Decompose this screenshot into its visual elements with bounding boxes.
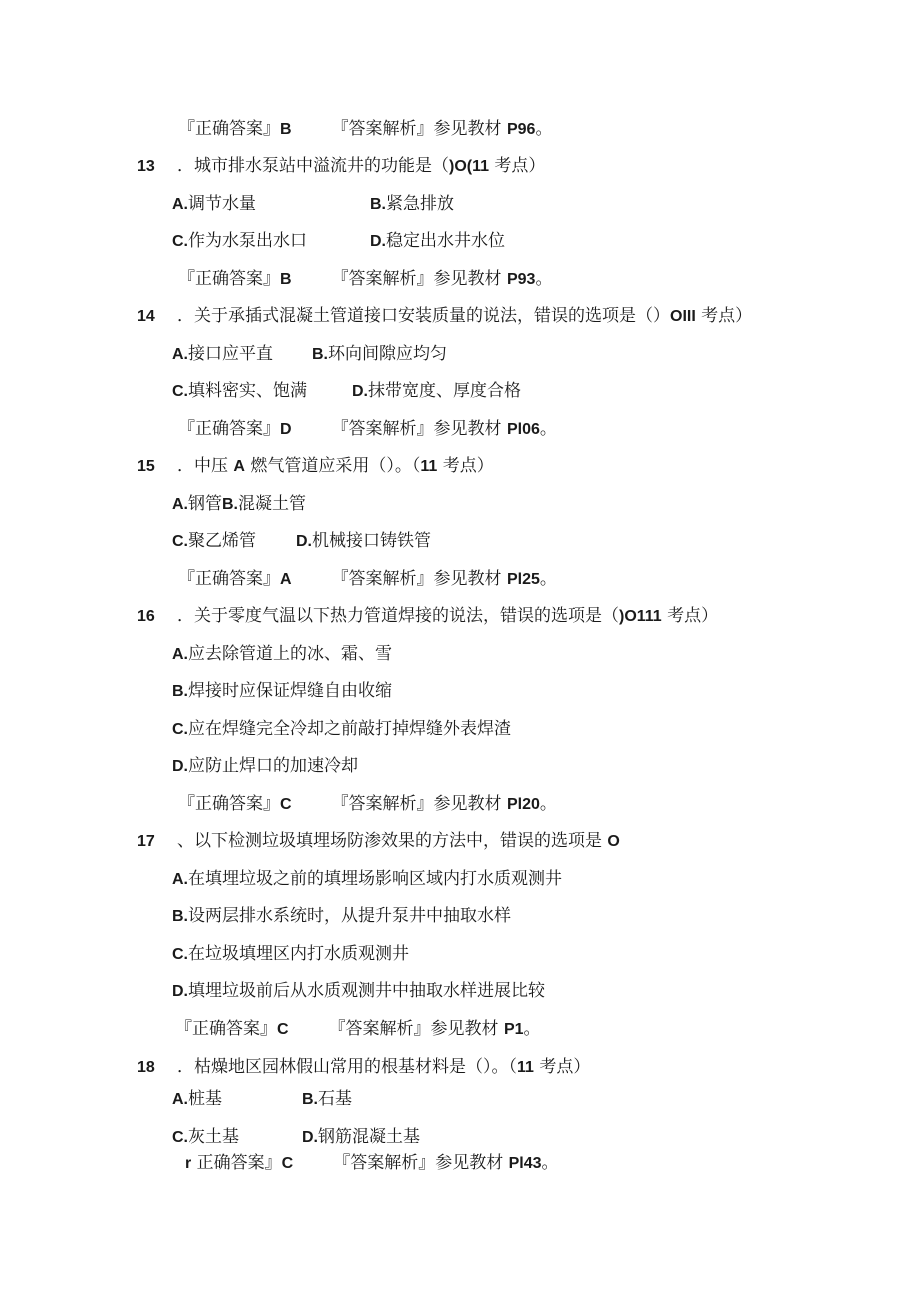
option-line: [172, 868, 562, 891]
question-text: 枯燥地区园林假山常用的根基材料是（）。（: [194, 1057, 517, 1077]
option-letter: B.: [172, 908, 188, 925]
option-line: [172, 380, 521, 403]
option-letter: B.: [172, 683, 188, 700]
option-text: 焊接时应保证焊缝自由收缩: [188, 681, 392, 701]
question-line: [137, 305, 752, 328]
option-item: [222, 493, 306, 516]
analysis-label: 『答案解析』参见教材: [331, 119, 507, 139]
answer-label: 正确答案』: [191, 1153, 282, 1173]
option-line: [172, 530, 431, 553]
option-item: [172, 1126, 302, 1149]
answer-key: B: [280, 121, 292, 138]
answer-prefix: r: [185, 1155, 192, 1172]
option-letter: D.: [352, 383, 368, 400]
option-item: [172, 193, 370, 216]
option-text: 填料密实、饱满: [188, 381, 307, 401]
option-item: [172, 905, 511, 928]
question-line: [137, 455, 494, 478]
textbook-page-ref: Pl20: [506, 796, 540, 813]
question-bold-text: O: [607, 833, 620, 850]
question-number: 14: [137, 308, 155, 325]
option-text: 聚乙烯管: [188, 531, 256, 551]
option-text: 调节水量: [188, 194, 256, 214]
textbook-page-ref: P96: [506, 121, 536, 138]
answer-end: 。: [523, 1019, 541, 1039]
answer-label: 『正确答案』: [178, 119, 280, 139]
option-letter: C.: [172, 1129, 188, 1146]
question-suffix: 考点）: [489, 156, 546, 176]
option-item: [172, 1088, 302, 1111]
option-item: [172, 868, 562, 891]
option-letter: C.: [172, 721, 188, 738]
textbook-page-ref: P93: [506, 271, 536, 288]
option-item: [172, 980, 545, 1003]
option-letter: B.: [302, 1091, 318, 1108]
option-text: 环向间隙应均匀: [328, 344, 447, 364]
question-separator: ．: [177, 306, 194, 326]
option-line: [172, 193, 454, 216]
question-number: 16: [137, 608, 155, 625]
analysis-label: 『答案解析』参见教材: [331, 569, 507, 589]
option-line: [172, 905, 511, 928]
question-number: 17: [137, 833, 155, 850]
answer-end: 。: [535, 269, 553, 289]
option-letter: C.: [172, 533, 188, 550]
question-number: 18: [137, 1059, 155, 1076]
option-item: [172, 755, 358, 778]
textbook-page-ref: Pl25: [506, 571, 540, 588]
question-number: 15: [137, 458, 155, 475]
option-item: [172, 943, 409, 966]
analysis-label: 『答案解析』参见教材: [331, 419, 507, 439]
analysis-label: 『答案解析』参见教材: [328, 1019, 504, 1039]
option-item: [172, 680, 392, 703]
option-item: [370, 230, 505, 253]
question-text: 中压: [194, 456, 234, 476]
answer-line: [178, 118, 552, 141]
question-separator: ．: [177, 1057, 194, 1077]
question-text: 以下检测垃圾填埋场防渗效果的方法中，错误的选项是: [194, 831, 608, 851]
option-line: [172, 230, 505, 253]
question-text: 燃气管道应采用（）。（: [244, 456, 421, 476]
option-text: 应去除管道上的冰、霜、雪: [188, 644, 392, 664]
textbook-page-ref: Pl43: [508, 1155, 542, 1172]
analysis-label: 『答案解析』参见教材: [331, 269, 507, 289]
question-suffix: 考点）: [533, 1057, 591, 1077]
option-item: [172, 493, 222, 516]
option-item: [296, 530, 431, 553]
option-item: [302, 1088, 352, 1111]
option-text: 灰土基: [188, 1127, 239, 1147]
option-text: 在垃圾填埋区内打水质观测井: [188, 944, 409, 964]
question-text: 城市排水泵站中溢流井的功能是（: [194, 156, 449, 176]
option-text: 抹带宽度、厚度合格: [368, 381, 521, 401]
option-letter: A.: [172, 496, 188, 513]
option-letter: C.: [172, 946, 188, 963]
answer-line: [178, 268, 552, 291]
answer-key: D: [280, 421, 292, 438]
option-text: 机械接口铸铁管: [312, 531, 431, 551]
answer-line: [175, 1018, 541, 1041]
question-separator: 、: [177, 831, 194, 851]
answer-key: C: [281, 1155, 294, 1172]
answer-line: [178, 793, 557, 816]
answer-key: C: [280, 796, 292, 813]
question-bold-text: OIII: [670, 308, 696, 325]
answer-key: B: [280, 271, 292, 288]
option-letter: D.: [172, 983, 188, 1000]
option-item: [370, 193, 454, 216]
question-bold-text: A: [233, 458, 245, 475]
textbook-page-ref: P1: [503, 1021, 524, 1038]
textbook-page-ref: Pl06: [506, 421, 540, 438]
option-item: [172, 718, 511, 741]
question-line: [137, 155, 545, 178]
option-letter: A.: [172, 871, 188, 888]
option-text: 填埋垃圾前后从水质观测井中抽取水样进展比较: [188, 981, 545, 1001]
question-suffix: 考点）: [695, 306, 753, 326]
question-bold-text: )O(11: [449, 158, 490, 175]
option-item: [172, 343, 312, 366]
question-separator: ．: [177, 156, 194, 176]
question-bold-text: )O111: [619, 608, 662, 625]
question-text: 关于零度气温以下热力管道焊接的说法，错误的选项是（: [194, 606, 619, 626]
option-line: [172, 755, 358, 778]
option-line: [172, 643, 392, 666]
question-line: [137, 830, 620, 853]
question-text: 关于承插式混凝土管道接口安装质量的说法，错误的选项是（）: [194, 306, 670, 326]
option-letter: A.: [172, 1091, 188, 1108]
option-text: 桩基: [188, 1089, 222, 1109]
option-text: 应在焊缝完全冷却之前敲打掉焊缝外表焊渣: [188, 719, 511, 739]
option-letter: B.: [370, 196, 386, 213]
analysis-label: 『答案解析』参见教材: [333, 1153, 509, 1173]
answer-end: 。: [541, 1153, 559, 1173]
answer-label: 『正确答案』: [178, 419, 280, 439]
option-text: 钢管: [188, 494, 222, 514]
option-item: [172, 380, 352, 403]
option-item: [352, 380, 521, 403]
option-text: 作为水泵出水口: [188, 231, 307, 251]
option-line: [172, 493, 306, 516]
option-letter: A.: [172, 346, 188, 363]
answer-label: 『正确答案』: [178, 269, 280, 289]
option-text: 混凝土管: [238, 494, 306, 514]
option-line: [172, 718, 511, 741]
option-letter: D.: [370, 233, 386, 250]
answer-end: 。: [539, 569, 557, 589]
answer-key: A: [280, 571, 292, 588]
answer-label: 『正确答案』: [175, 1019, 277, 1039]
option-line: [172, 1126, 420, 1149]
option-text: 接口应平直: [188, 344, 273, 364]
analysis-label: 『答案解析』参见教材: [331, 794, 507, 814]
question-separator: ．: [177, 606, 194, 626]
option-text: 钢筋混凝土基: [318, 1127, 420, 1147]
option-text: 在填埋垃圾之前的填埋场影响区域内打水质观测井: [188, 869, 562, 889]
answer-label: 『正确答案』: [178, 569, 280, 589]
option-letter: C.: [172, 383, 188, 400]
option-line: [172, 980, 545, 1003]
option-text: 稳定出水井水位: [386, 231, 505, 251]
answer-line: [178, 418, 557, 441]
question-line: [137, 605, 718, 628]
option-text: 石基: [318, 1089, 352, 1109]
answer-line: [178, 568, 557, 591]
option-letter: D.: [172, 758, 188, 775]
question-suffix: 考点）: [437, 456, 494, 476]
question-separator: ．: [177, 456, 194, 476]
option-line: [172, 1088, 352, 1111]
option-line: [172, 680, 392, 703]
question-bold-text: 11: [420, 458, 438, 475]
option-text: 设两层排水系统时，从提升泵井中抽取水样: [188, 906, 511, 926]
answer-label: 『正确答案』: [178, 794, 280, 814]
option-item: [172, 230, 370, 253]
answer-end: 。: [539, 794, 557, 814]
option-letter: D.: [302, 1129, 318, 1146]
option-line: [172, 343, 447, 366]
question-number: 13: [137, 158, 155, 175]
option-text: 紧急排放: [386, 194, 454, 214]
option-item: [172, 530, 296, 553]
option-line: [172, 943, 409, 966]
option-letter: A.: [172, 646, 188, 663]
option-letter: D.: [296, 533, 312, 550]
option-text: 应防止焊口的加速冷却: [188, 756, 358, 776]
question-line: [137, 1056, 590, 1079]
question-bold-text: 11: [517, 1059, 534, 1076]
option-item: [312, 343, 447, 366]
option-item: [302, 1126, 420, 1149]
answer-end: 。: [535, 119, 553, 139]
question-suffix: 考点）: [661, 606, 719, 626]
answer-key: C: [277, 1021, 289, 1038]
option-item: [172, 643, 392, 666]
answer-line: [185, 1152, 559, 1175]
option-letter: A.: [172, 196, 188, 213]
option-letter: C.: [172, 233, 188, 250]
option-letter: B.: [222, 496, 238, 513]
option-letter: B.: [312, 346, 328, 363]
answer-end: 。: [539, 419, 557, 439]
